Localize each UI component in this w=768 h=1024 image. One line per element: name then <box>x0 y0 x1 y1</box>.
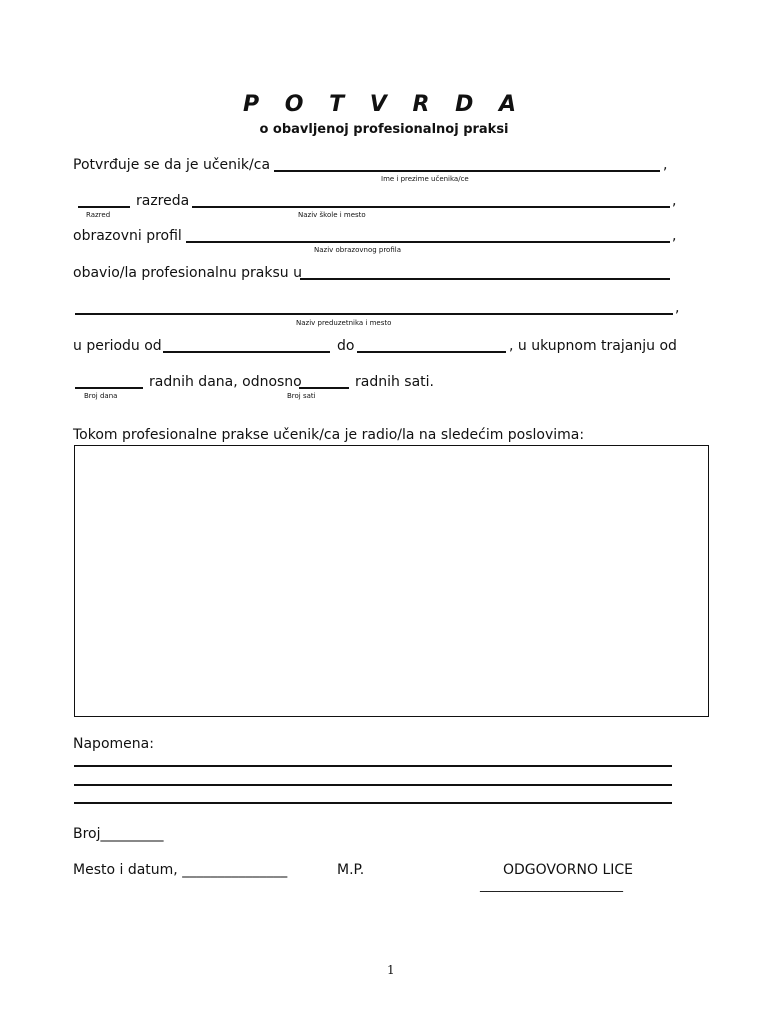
company-field-1[interactable] <box>300 278 670 280</box>
grade-label: razreda <box>136 193 190 209</box>
student-label: Potvrđuje se da je učenik/ca <box>73 157 271 173</box>
document-subtitle: o obavljenoj profesionalnoj praksi <box>259 122 509 137</box>
school-caption: Naziv škole i mesto <box>298 211 366 219</box>
responsible-label: ODGOVORNO LICE <box>503 862 633 878</box>
note-line-1[interactable] <box>74 765 672 767</box>
comma-3: , <box>672 228 677 244</box>
tasks-label: Tokom profesionalne prakse učenik/ca je radio/la na sledećim poslovima: <box>73 427 585 443</box>
comma-1: , <box>663 157 668 173</box>
grade-field[interactable] <box>78 206 130 208</box>
hours-caption: Broj sati <box>287 392 316 400</box>
days-caption: Broj dana <box>84 392 118 400</box>
tasks-textarea[interactable] <box>74 445 709 717</box>
period-to-field[interactable] <box>357 351 506 353</box>
practice-label: obavio/la profesionalnu praksu u <box>73 265 302 281</box>
hours-field[interactable] <box>299 387 349 389</box>
school-field[interactable] <box>192 206 670 208</box>
company-caption: Naziv preduzetnika i mesto <box>296 319 392 327</box>
period-to-label: do <box>337 338 355 354</box>
days-field[interactable] <box>75 387 143 389</box>
period-from-field[interactable] <box>163 351 330 353</box>
days-label: radnih dana, odnosno <box>149 374 302 390</box>
period-from-label: u periodu od <box>73 338 162 354</box>
comma-5: , <box>675 300 680 316</box>
note-line-3[interactable] <box>74 802 672 804</box>
profile-label: obrazovni profil <box>73 228 182 244</box>
student-name-caption: Ime i prezime učenika/ce <box>381 175 469 183</box>
note-line-2[interactable] <box>74 784 672 786</box>
document-title: P O T V R D A <box>242 92 526 117</box>
comma-2: , <box>672 193 677 209</box>
stamp-label: M.P. <box>337 862 365 878</box>
student-name-field[interactable] <box>274 170 660 172</box>
number-field[interactable]: Broj_________ <box>73 826 164 842</box>
grade-caption: Razred <box>86 211 111 219</box>
hours-label: radnih sati. <box>355 374 435 390</box>
note-label: Napomena: <box>73 736 154 752</box>
page-number: 1 <box>387 963 395 977</box>
profile-field[interactable] <box>186 241 670 243</box>
duration-label: , u ukupnom trajanju od <box>509 338 677 354</box>
profile-caption: Naziv obrazovnog profila <box>314 246 401 254</box>
place-date-field[interactable]: Mesto i datum, _______________ <box>73 862 288 878</box>
signature-field[interactable]: ______________________ <box>480 878 623 893</box>
company-field-2[interactable] <box>75 313 673 315</box>
